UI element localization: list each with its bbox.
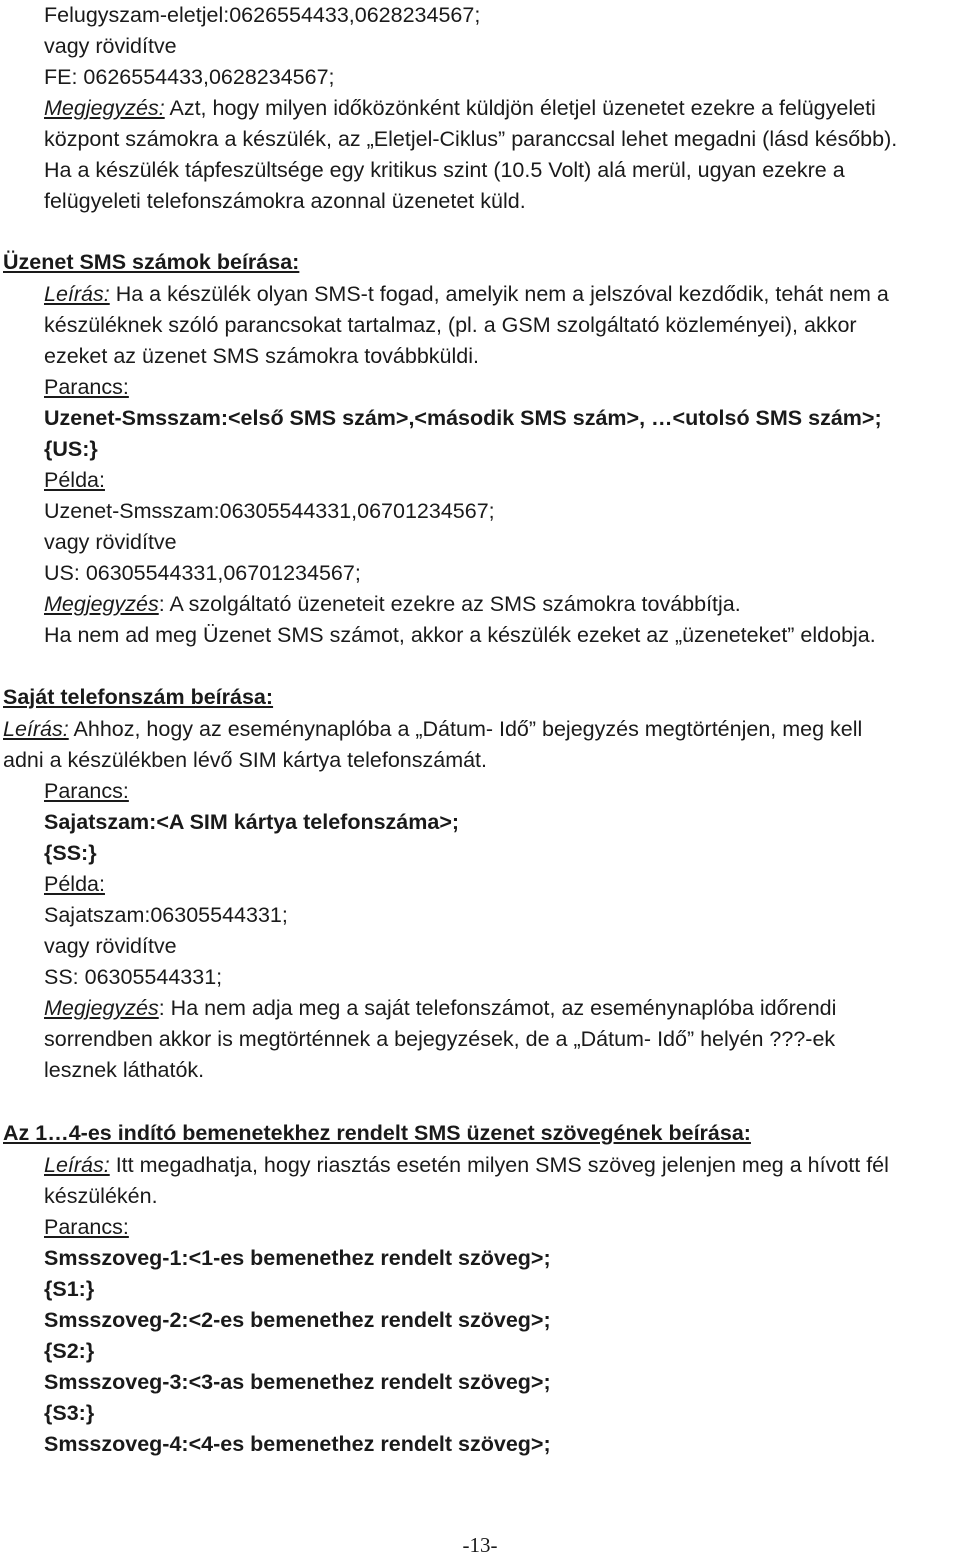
desc-line [3, 716, 862, 742]
example-label [44, 467, 105, 493]
example-line: vagy rövidítve [44, 934, 177, 958]
text-line: adni a készülékben lévő SIM kártya telefonszámát. [3, 748, 488, 772]
cmd-label-text: Parancs: [44, 779, 129, 803]
command-syntax: Smsszoveg-1:<1-es bemenethez rendelt szöveg>; [44, 1246, 551, 1270]
text-line: sorrendben akkor is megtörténnek a bejegyzések, de a „Dátum- Idő” helyén ???-ek [44, 1027, 836, 1051]
desc-label: Leírás: [3, 717, 69, 741]
text-line: lesznek láthatók. [44, 1058, 205, 1082]
cmd-label-text: Parancs: [44, 1215, 129, 1239]
cmd-label [44, 374, 129, 400]
example-line: Sajatszam:06305544331; [44, 903, 288, 927]
command-shortcut: {S3:} [44, 1401, 95, 1425]
desc-text: Ha a készülék olyan SMS-t fogad, amelyik nem a jelszóval kezdődik, tehát nem a [109, 282, 889, 306]
text-line: központ számokra a készülék, az „Eletjel-Ciklus” paranccsal lehet megadni (lásd később). [44, 127, 898, 151]
example-label [44, 871, 105, 897]
note-label: Megjegyzés: [44, 96, 165, 120]
example-line: vagy rövidítve [44, 530, 177, 554]
cmd-label-text: Parancs: [44, 375, 129, 399]
text-line: felügyeleti telefonszámokra azonnal üzenetet küld. [44, 189, 526, 213]
command-shortcut: {SS:} [44, 841, 97, 865]
example-line: Uzenet-Smsszam:06305544331,06701234567; [44, 499, 495, 523]
note-label: Megjegyzés [44, 996, 159, 1020]
command-shortcut: {S2:} [44, 1339, 95, 1363]
example-label-text: Példa: [44, 872, 105, 896]
command-syntax: Smsszoveg-4:<4-es bemenethez rendelt szöveg>; [44, 1432, 551, 1456]
cmd-label [44, 1214, 129, 1240]
text-line: készülékén. [44, 1184, 158, 1208]
note-text: : Ha nem adja meg a saját telefonszámot, az eseménynaplóba időrendi [158, 996, 837, 1020]
desc-text: Ahhoz, hogy az eseménynaplóba a „Dátum- Idő” bejegyzés megtörténjen, meg kell [68, 717, 863, 741]
desc-label: Leírás: [44, 1153, 110, 1177]
command-shortcut: {US:} [44, 437, 98, 461]
text-line: ezeket az üzenet SMS számokra továbbküldi. [44, 344, 479, 368]
note-text: Azt, hogy milyen időközönként küldjön életjel üzenetet ezekre a felügyeleti [164, 96, 876, 120]
note-label: Megjegyzés [44, 592, 159, 616]
section-heading-inputs: Az 1…4-es indító bemenetekhez rendelt SMS üzenet szövegének beírása: [3, 1121, 751, 1145]
text-line: vagy rövidítve [44, 34, 177, 58]
command-syntax: Smsszoveg-3:<3-as bemenethez rendelt szöveg>; [44, 1370, 551, 1394]
text-line: készüléknek szóló parancsokat tartalmaz, (pl. a GSM szolgáltató közleményei), akkor [44, 313, 857, 337]
command-syntax: Smsszoveg-2:<2-es bemenethez rendelt szöveg>; [44, 1308, 551, 1332]
command-syntax: Sajatszam:<A SIM kártya telefonszáma>; [44, 810, 460, 834]
command-syntax: Uzenet-Smsszam:<első SMS szám>,<második SMS szám>, …<utolsó SMS szám>; [44, 406, 882, 430]
note-line [44, 95, 876, 121]
desc-label: Leírás: [44, 282, 110, 306]
page-number: -13- [462, 1533, 498, 1557]
example-line: SS: 06305544331; [44, 965, 223, 989]
note-line [44, 591, 741, 617]
desc-text: Itt megadhatja, hogy riasztás esetén milyen SMS szöveg jelenjen meg a hívott fél [109, 1153, 889, 1177]
cmd-label [44, 778, 129, 804]
text-line: FE: 0626554433,0628234567; [44, 65, 335, 89]
example-line: US: 06305544331,06701234567; [44, 561, 361, 585]
section-heading-own-number: Saját telefonszám beírása: [3, 685, 274, 709]
note-line [44, 995, 836, 1021]
text-line: Felugyszam-eletjel:0626554433,0628234567; [44, 3, 481, 27]
desc-line [44, 1152, 889, 1178]
example-label-text: Példa: [44, 468, 105, 492]
section-heading-sms: Üzenet SMS számok beírása: [3, 250, 300, 274]
text-line: Ha nem ad meg Üzenet SMS számot, akkor a készülék ezeket az „üzeneteket” eldobja. [44, 623, 876, 647]
command-shortcut: {S1:} [44, 1277, 95, 1301]
note-text: : A szolgáltató üzeneteit ezekre az SMS számokra továbbítja. [158, 592, 741, 616]
text-line: Ha a készülék tápfeszültsége egy kritikus szint (10.5 Volt) alá merül, ugyan ezekre a [44, 158, 845, 182]
desc-line [44, 281, 889, 307]
